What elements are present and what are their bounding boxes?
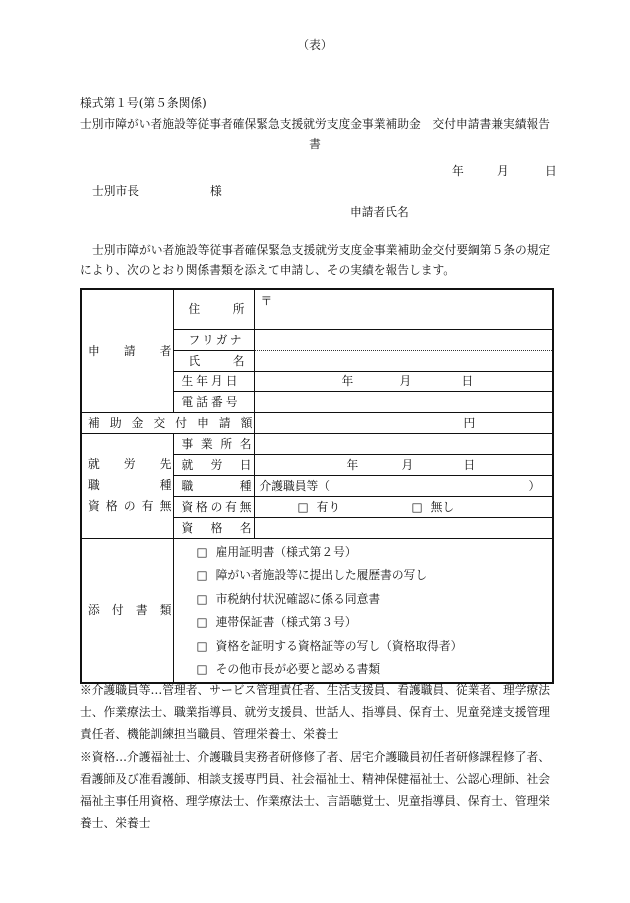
note-line: 福祉主事任用資格、理学療法士、作業療法士、言語聴覚士、児童指導員、保育士、管理栄 [80, 794, 550, 809]
checkbox-icon: □ [196, 544, 208, 559]
attachment-item [197, 635, 553, 659]
checkbox-icon: □ [196, 591, 208, 606]
notes [80, 679, 550, 834]
birthdate-units [255, 373, 553, 389]
qualification-options [255, 499, 553, 515]
furigana-field [254, 329, 553, 350]
addressee-name: 士別市長 [92, 184, 139, 198]
date-year-unit: 年 [452, 164, 464, 178]
note-qualifications [80, 746, 550, 835]
job-type-prefix: 介護職員等（ [259, 478, 330, 493]
date-day-unit: 日 [545, 164, 557, 178]
phone-field [254, 391, 553, 412]
name-label: 氏名 [173, 350, 254, 371]
job-type-text [255, 478, 553, 494]
intro-line-2: により、次のとおり関係書類を添えて申請し、その実績を報告します。 [80, 263, 456, 277]
employer-group-label: 就労先 [88, 457, 172, 471]
checkbox-icon: □ [297, 499, 309, 514]
attachments-row [81, 538, 553, 683]
form-title-line-2: 書 [309, 137, 321, 151]
attachment-item [197, 611, 553, 635]
furigana-label: フリガナ [173, 329, 254, 350]
intro-line-1: 士別市障がい者施設等従事者確保緊急支援就労支度金事業補助金交付要綱第５条の規定 [92, 243, 551, 257]
job-type-label: 職種 [173, 475, 254, 496]
phone-label: 電話番号 [173, 391, 254, 412]
office-name-field [254, 433, 553, 454]
addressee-honorific: 様 [210, 184, 222, 198]
qualification-field [254, 496, 553, 517]
application-date [0, 163, 630, 179]
note-line: 士、作業療法士、職業指導員、就労支援員、世話人、指導員、保育士、児童発達支援管理 [80, 705, 550, 720]
attachments-label: 添付書類 [81, 538, 173, 683]
employment-group-label [81, 433, 173, 538]
work-date-year-unit: 年 [346, 457, 359, 472]
job-type-field [254, 475, 553, 496]
application-table [80, 288, 554, 684]
work-date-day-unit: 日 [463, 457, 476, 472]
qualification-option-yes-label: 有り [316, 499, 341, 514]
side-label: （表） [297, 38, 333, 52]
attachment-item-label: 雇用証明書（様式第２号） [215, 544, 357, 559]
form-title-line-1: 士別市障がい者施設等従事者確保緊急支援就労支度金事業補助金 交付申請書兼実績報告 [80, 117, 550, 131]
note-line: 責任者、機能訓練担当職員、管理栄養士、栄養士 [80, 727, 339, 742]
subsidy-row [81, 412, 553, 433]
note-line: 養士、栄養士 [80, 816, 151, 831]
birthdate-year-unit: 年 [341, 374, 354, 388]
attachment-item [197, 588, 553, 612]
note-line: ※介護職員等…管理者、サービス管理責任者、生活支援員、看護職員、従業者、理学療法 [80, 683, 550, 697]
note-line: 看護師及び准看護師、相談支援専門員、社会福祉士、精神保健福祉士、公認心理師、社会 [80, 771, 550, 786]
note-care-staff [80, 679, 550, 746]
birthdate-day-unit: 日 [461, 374, 474, 388]
qualification-option-yes [298, 499, 341, 515]
checkbox-icon: □ [196, 615, 208, 629]
subsidy-amount-units [255, 415, 553, 431]
address-row [81, 289, 553, 329]
attachment-item-label: 資格を証明する資格証等の写し（資格取得者） [215, 638, 463, 653]
date-month-unit: 月 [497, 164, 509, 178]
addressee [0, 183, 630, 199]
attachment-item-label: その他市長が必要と認める書類 [215, 662, 381, 676]
address-field [254, 289, 553, 329]
applicant-name-label: 申請者氏名 [350, 205, 409, 219]
qualification-option-no-label: 無し [430, 499, 455, 514]
attachments-list [173, 538, 553, 683]
note-line: ※資格…介護福祉士、介護職員実務者研修修了者、居宅介護職員初任者研修課程修了者、 [80, 749, 550, 764]
job-type-suffix: ） [528, 478, 541, 493]
qualification-label: 資格の有無 [173, 496, 254, 517]
qualification-option-no [412, 499, 455, 515]
qualification-name-label: 資格名 [173, 517, 254, 538]
work-date-label: 就労日 [173, 454, 254, 475]
form-number: 様式第１号(第５条関係) [80, 96, 207, 110]
name-field [254, 350, 553, 371]
subsidy-amount-field [254, 412, 553, 433]
birthdate-month-unit: 月 [399, 374, 412, 388]
work-date-field [254, 454, 553, 475]
work-date-units [255, 457, 553, 473]
attachment-item [197, 541, 553, 565]
checkbox-icon: □ [196, 662, 208, 676]
checkbox-icon: □ [196, 638, 208, 653]
address-label: 住所 [173, 289, 254, 329]
yen-unit: 円 [463, 415, 476, 430]
attachment-item-label: 市税納付状況確認に係る同意書 [215, 591, 381, 606]
birthdate-label: 生年月日 [173, 371, 254, 391]
attachment-item [197, 564, 553, 588]
applicant-group-label: 申請者 [81, 289, 173, 412]
checkbox-icon: □ [411, 499, 423, 514]
subsidy-amount-label: 補助金交付申請額 [81, 412, 254, 433]
work-date-month-unit: 月 [401, 457, 414, 472]
postal-mark: 〒 [260, 294, 273, 308]
birthdate-field [254, 371, 553, 391]
checkbox-icon: □ [196, 568, 208, 582]
qualification-name-field [254, 517, 553, 538]
attachment-item-label: 障がい者施設等に提出した履歴書の写し [215, 568, 428, 582]
qualification-group-label: 資格の有無 [88, 499, 172, 513]
office-row [81, 433, 553, 454]
attachment-item-label: 連帯保証書（様式第３号） [215, 615, 357, 629]
job-type-group-label: 職種 [88, 478, 172, 492]
attachment-item [197, 658, 553, 682]
office-name-label: 事業所名 [173, 433, 254, 454]
